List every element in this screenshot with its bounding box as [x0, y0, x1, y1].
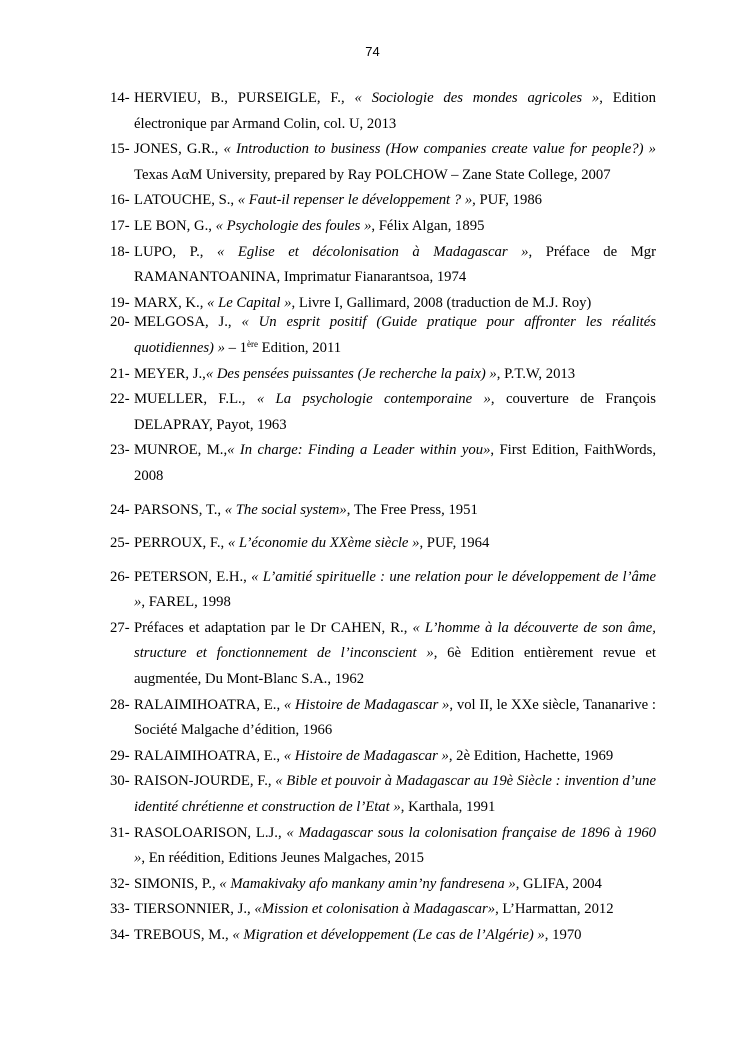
reference-number: 34- — [110, 927, 130, 943]
reference-item — [110, 240, 656, 291]
reference-number: 29- — [110, 747, 130, 764]
reference-item — [110, 872, 656, 898]
reference-details: , vol II, le XXe siècle, Tananarive : Société Malgache d’édition, 1966 — [134, 696, 656, 739]
reference-item — [110, 821, 656, 872]
reference-title: « Eglise et décolonisation à Madagascar » — [217, 243, 529, 260]
reference-number: 33- — [110, 901, 130, 918]
reference-number: 22- — [110, 391, 130, 408]
reference-author: RAISON-JOURDE, F., — [134, 773, 276, 790]
reference-item — [110, 86, 656, 137]
reference-number: 16- — [110, 192, 130, 209]
reference-item — [110, 531, 656, 557]
reference-author: HERVIEU, B., PURSEIGLE, F., — [134, 90, 355, 106]
reference-item — [110, 498, 656, 524]
reference-number: 18- — [110, 243, 130, 260]
reference-author: SIMONIS, P., — [134, 875, 220, 892]
reference-author: MEYER, J., — [134, 365, 206, 382]
reference-author: LATOUCHE, S., — [134, 192, 238, 209]
reference-item — [110, 769, 656, 820]
reference-author: PARSONS, T., — [134, 501, 225, 518]
reference-author: RASOLOARISON, L.J., — [134, 824, 287, 841]
reference-title: « Madagascar sous la colonisation française de 1896 à 1960 » — [134, 824, 657, 867]
reference-details: , P.T.W, 2013 — [496, 365, 576, 382]
reference-number: 19- — [110, 294, 130, 311]
reference-item — [110, 214, 656, 240]
reference-number: 21- — [110, 365, 130, 382]
reference-title: « L’amitié spirituelle : une relation pour le développement de l’âme » — [134, 568, 656, 611]
reference-title: « Histoire de Madagascar » — [283, 747, 449, 764]
reference-author: LUPO, P., — [134, 243, 218, 260]
reference-item — [110, 616, 656, 693]
reference-details: , The Free Press, 1951 — [346, 501, 478, 518]
reference-item — [110, 310, 656, 361]
reference-number: 17- — [110, 217, 130, 234]
reference-title: « In charge: Finding a Leader within you» — [227, 442, 491, 459]
reference-number: 15- — [110, 141, 130, 158]
reference-details: Texas AαM University, prepared by Ray POLCHOW – Zane State College, 2007 — [134, 166, 611, 183]
reference-title: « Sociologie des mondes agricoles » — [354, 90, 600, 106]
reference-item — [110, 188, 656, 214]
reference-item — [110, 897, 656, 923]
reference-title: « Mamakivaky afo mankany amin’ny fandresena » — [219, 875, 516, 892]
reference-author: PETERSON, E.H., — [134, 568, 252, 585]
reference-details: , 1970 — [544, 927, 582, 943]
reference-title: « Introduction to business (How companies create value for people?) » — [223, 141, 656, 158]
reference-details: , 6è Edition entièrement revue et augmentée, Du Mont-Blanc S.A., 1962 — [134, 645, 656, 688]
reference-details: , 2è Edition, Hachette, 1969 — [448, 747, 614, 764]
reference-author: RALAIMIHOATRA, E., — [134, 696, 284, 713]
reference-number: 30- — [110, 773, 130, 790]
bibliography-list — [110, 86, 656, 949]
reference-number: 14- — [110, 90, 130, 106]
reference-item — [110, 362, 656, 388]
reference-details: , GLIFA, 2004 — [515, 875, 602, 892]
reference-title: « Bible et pouvoir à Madagascar au 19è Siècle : invention d’une identité chrétienne et construction de l’Etat » — [134, 773, 656, 816]
reference-item — [110, 387, 656, 438]
reference-details: , FAREL, 1998 — [141, 594, 231, 611]
reference-details: , PUF, 1986 — [472, 192, 543, 209]
reference-item — [110, 565, 656, 616]
page-number: 74 — [365, 44, 380, 59]
reference-details: , L’Harmattan, 2012 — [495, 901, 614, 918]
reference-author: MUNROE, M., — [134, 442, 228, 459]
reference-number: 32- — [110, 875, 130, 892]
reference-details: , En réédition, Editions Jeunes Malgaches, 2015 — [141, 850, 425, 867]
reference-title: « Un esprit positif (Guide pratique pour affronter les réalités quotidiennes) » — [134, 314, 656, 356]
ordinal-superscript: ère — [247, 338, 258, 349]
reference-number: 25- — [110, 535, 130, 552]
reference-number: 27- — [110, 619, 130, 636]
reference-author: MARX, K., — [134, 294, 208, 311]
reference-author: Préfaces et adaptation par le Dr CAHEN, R., — [134, 619, 413, 636]
reference-details: , Karthala, 1991 — [400, 799, 496, 816]
reference-number: 24- — [110, 501, 130, 518]
reference-title: « Psychologie des foules » — [215, 217, 372, 234]
reference-author: JONES, G.R., — [134, 141, 224, 158]
reference-author: RALAIMIHOATRA, E., — [134, 747, 284, 764]
reference-title: « Histoire de Madagascar » — [283, 696, 450, 713]
reference-author: MELGOSA, J., — [134, 314, 242, 331]
reference-number: 31- — [110, 824, 130, 841]
reference-item — [110, 693, 656, 744]
reference-author: PERROUX, F., — [134, 535, 228, 552]
reference-title: « Faut-il repenser le développement ? » — [237, 192, 473, 209]
reference-title: « Le Capital » — [207, 294, 292, 311]
reference-item — [110, 923, 656, 949]
reference-author: TIERSONNIER, J., — [134, 901, 255, 918]
reference-title: « La psychologie contemporaine » — [256, 391, 491, 408]
reference-item — [110, 438, 656, 489]
reference-item — [110, 744, 656, 770]
reference-details: , couverture de François DELAPRAY, Payot, 1963 — [134, 391, 656, 433]
reference-details: , Félix Algan, 1895 — [371, 217, 485, 234]
reference-title: « L’homme à la découverte de son âme, structure et fonctionnement de l’inconscient » — [134, 619, 656, 662]
reference-details: , First Edition, FaithWords, 2008 — [134, 442, 657, 484]
reference-number: 28- — [110, 696, 130, 713]
reference-author: MUELLER, F.L., — [134, 391, 257, 408]
reference-title: «Mission et colonisation à Madagascar» — [254, 901, 496, 918]
reference-item — [110, 137, 656, 188]
reference-author: LE BON, G., — [134, 217, 216, 234]
reference-details: Edition, 2011 — [258, 339, 342, 356]
reference-details: , Edition électronique par Armand Colin, col. U, 2013 — [134, 90, 656, 132]
reference-number: 20- — [110, 314, 130, 331]
reference-number: 26- — [110, 568, 130, 585]
reference-details: , PUF, 1964 — [419, 535, 490, 552]
reference-details: , Préface de Mgr RAMANANTOANINA, Imprimatur Fianarantsoa, 1974 — [134, 243, 656, 286]
reference-details: – 1 — [224, 339, 247, 356]
reference-title: « Des pensées puissantes (Je recherche la paix) » — [205, 365, 497, 382]
reference-title: « L’économie du XXème siècle » — [227, 535, 420, 552]
reference-details: , Livre I, Gallimard, 2008 (traduction de M.J. Roy) — [291, 294, 592, 311]
reference-title: « The social system» — [224, 501, 347, 518]
reference-title: « Migration et développement (Le cas de l’Algérie) » — [232, 927, 545, 943]
reference-number: 23- — [110, 442, 130, 459]
reference-author: TREBOUS, M., — [134, 927, 233, 943]
